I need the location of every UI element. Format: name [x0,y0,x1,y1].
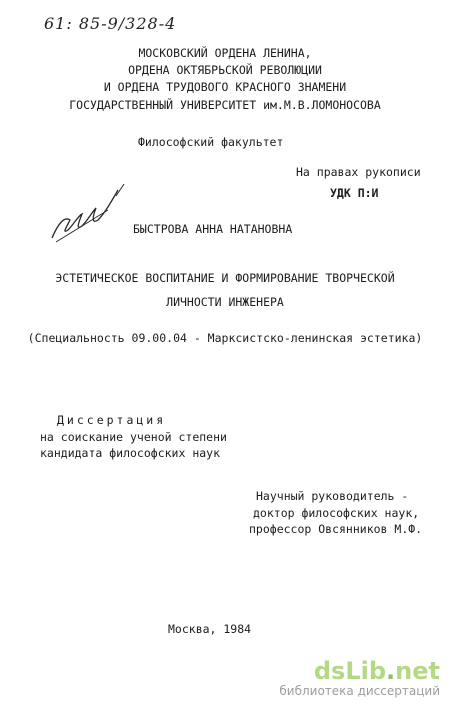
supervisor-line-3: профессор Овсянников М.Ф. [249,522,423,536]
place-and-year: Москва, 1984 [168,622,252,636]
supervisor-line-2: доктор философских наук, [253,506,420,520]
degree-purpose-line: на соискание ученой степени [40,430,227,444]
manuscript-rights-label: На правах рукописи [296,165,421,179]
university-line-4: ГОСУДАРСТВЕННЫЙ УНИВЕРСИТЕТ им.М.В.ЛОМОНОСОВА [69,98,381,112]
udk-label: УДК П:И [330,186,379,200]
dslib-watermark [279,658,440,698]
university-line-2: ОРДЕНА ОКТЯБРЬСКОЙ РЕВОЛЮЦИИ [128,63,322,77]
watermark-subtitle: библиотека диссертаций [279,684,440,698]
faculty-label: Философский факультет [138,135,284,149]
university-line-1: МОСКОВСКИЙ ОРДЕНА ЛЕНИНА, [138,46,312,60]
handwritten-catalog-code: 61: 85-9/328-4 [44,14,177,33]
supervisor-line-1: Научный руководитель - [256,489,409,503]
specialty-line: (Специальность 09.00.04 - Марксистско-ленинская эстетика) [27,331,423,345]
document-type-heading: Диссертация [57,413,167,427]
degree-name-line: кандидата философских наук [40,446,221,460]
author-name: БЫСТРОВА АННА НАТАНОВНА [133,222,293,236]
signature-mark [48,180,128,250]
thesis-title-line-2: ЛИЧНОСТИ ИНЖЕНЕРА [166,295,284,309]
university-line-3: И ОРДЕНА ТРУДОВОГО КРАСНОГО ЗНАМЕНИ [103,80,347,94]
thesis-title-line-1: ЭСТЕТИЧЕСКОЕ ВОСПИТАНИЕ И ФОРМИРОВАНИЕ ТВОРЧЕСКОЙ [55,271,395,285]
watermark-brand: dsLib.net [313,657,440,685]
